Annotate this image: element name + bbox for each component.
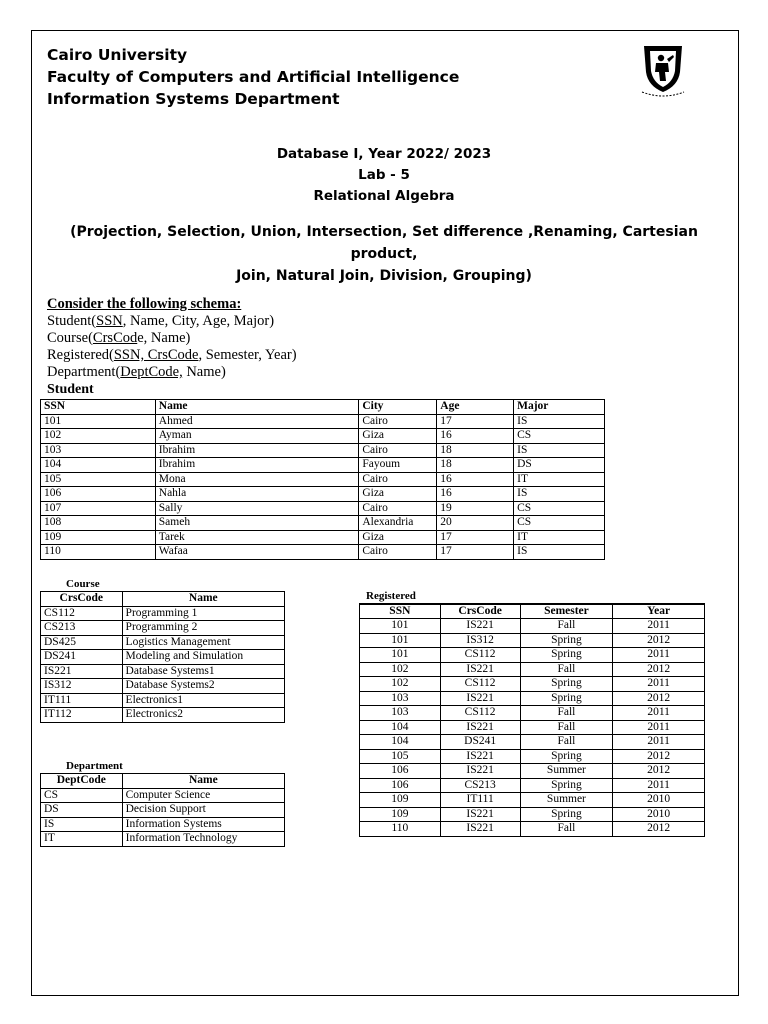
table-cell: 109 [41,530,156,545]
table-cell: IS221 [440,807,520,822]
table-cell: 101 [360,648,441,663]
table-cell: 101 [360,619,441,634]
table-cell: IT111 [41,693,123,708]
table-row [41,429,605,444]
university-name: Cairo University [47,46,188,64]
table-cell: Database Systems2 [122,679,284,694]
table-cell: Cairo [359,443,437,458]
registered-table-caption: Registered [366,590,416,602]
table-cell: 2012 [613,633,705,648]
table-row [41,635,285,650]
table-row [41,414,605,429]
table-cell: Tarek [155,530,359,545]
column-header: Semester [520,604,613,619]
table-cell: IT [514,530,605,545]
table-cell: Information Systems [122,817,284,832]
faculty-name: Faculty of Computers and Artificial Intelligence [47,68,460,86]
table-cell: 16 [437,429,514,444]
table-cell: 2011 [613,619,705,634]
table-cell: Cairo [359,501,437,516]
table-cell: Decision Support [122,803,284,818]
schema-key: CrsCod [92,330,138,346]
schema-text: e, Name) [137,330,191,346]
table-cell: 17 [437,530,514,545]
table-cell: 2011 [613,720,705,735]
table-row [41,472,605,487]
table-cell: IS221 [440,764,520,779]
table-cell: 104 [360,735,441,750]
table-cell: Summer [520,793,613,808]
table-cell: IT111 [440,793,520,808]
table-cell: 101 [360,633,441,648]
table-cell: 17 [437,414,514,429]
table-row [360,749,705,764]
table-cell: IS221 [440,749,520,764]
table-row [360,778,705,793]
table-cell: 2011 [613,778,705,793]
column-header: DeptCode [41,774,123,789]
department-name: Information Systems Department [47,90,340,108]
table-cell: IS312 [440,633,520,648]
table-row [360,677,705,692]
table-cell: 102 [360,662,441,677]
table-row [41,458,605,473]
university-logo-icon [636,42,690,98]
table-cell: Ayman [155,429,359,444]
table-cell: 109 [360,793,441,808]
topics-list [40,221,728,287]
table-row [41,832,285,847]
table-row [41,501,605,516]
column-header: CrsCode [41,592,123,607]
table-cell: Nahla [155,487,359,502]
schema-key: SSN [96,313,123,329]
table-cell: 18 [437,443,514,458]
table-cell: Ibrahim [155,458,359,473]
student-table [40,399,605,560]
schema-text: Registered( [47,347,114,363]
table-row [360,764,705,779]
table-cell: IS221 [440,662,520,677]
table-cell: 101 [41,414,156,429]
table-cell: 2010 [613,807,705,822]
table-cell: 103 [360,706,441,721]
table-row [41,530,605,545]
table-cell: 2012 [613,749,705,764]
table-cell: 102 [360,677,441,692]
table-cell: 16 [437,487,514,502]
table-cell: 104 [41,458,156,473]
table-row [360,662,705,677]
table-row [41,788,285,803]
table-cell: Database Systems1 [122,664,284,679]
table-cell: Fall [520,822,613,837]
table-cell: IS [514,487,605,502]
table-cell: 107 [41,501,156,516]
registered-table [359,603,705,837]
column-header: Major [514,400,605,415]
table-cell: Spring [520,677,613,692]
table-cell: 106 [360,764,441,779]
table-cell: 19 [437,501,514,516]
table-cell: Modeling and Simulation [122,650,284,665]
table-row [360,720,705,735]
table-cell: 2012 [613,764,705,779]
column-header: Age [437,400,514,415]
table-cell: 106 [41,487,156,502]
table-cell: 110 [41,545,156,560]
table-row [41,516,605,531]
table-cell: 20 [437,516,514,531]
table-cell: CS [514,501,605,516]
topics-line-1: (Projection, Selection, Union, Intersection, Set difference ,Renaming, Cartesian product, [70,224,698,262]
schema-section [47,296,297,381]
table-cell: CS [514,516,605,531]
column-header: SSN [41,400,156,415]
table-cell: Fall [520,735,613,750]
table-header-row [360,604,705,619]
table-row [360,619,705,634]
table-cell: 2012 [613,822,705,837]
table-row [41,545,605,560]
schema-department [47,364,297,381]
table-row [360,822,705,837]
topics-line-2: Join, Natural Join, Division, Grouping) [236,268,532,284]
table-cell: 104 [360,720,441,735]
column-header: Name [122,592,284,607]
table-cell: 2011 [613,648,705,663]
table-row [41,487,605,502]
table-cell: IS [514,414,605,429]
course-title: Database I, Year 2022/ 2023 [276,146,492,162]
table-cell: Sally [155,501,359,516]
table-cell: Programming 2 [122,621,284,636]
table-header-row [41,774,285,789]
table-cell: IS221 [440,619,520,634]
table-cell: Computer Science [122,788,284,803]
schema-text: Course( [47,330,93,346]
table-cell: Spring [520,648,613,663]
column-header: Year [613,604,705,619]
schema-registered [47,347,297,364]
column-header: Name [155,400,359,415]
table-cell: Ibrahim [155,443,359,458]
table-cell: 2012 [613,691,705,706]
table-cell: Cairo [359,472,437,487]
table-cell: DS425 [41,635,123,650]
table-cell: 103 [360,691,441,706]
table-cell: IS312 [41,679,123,694]
table-cell: Programming 1 [122,606,284,621]
table-row [41,817,285,832]
table-cell: Spring [520,691,613,706]
schema-text: Name) [182,364,226,380]
table-row [360,807,705,822]
table-cell: 105 [360,749,441,764]
table-cell: Fayoum [359,458,437,473]
table-row [41,679,285,694]
schema-text: Student( [47,313,97,329]
table-cell: IT [41,832,123,847]
table-row [41,708,285,723]
table-row [360,735,705,750]
table-cell: CS112 [41,606,123,621]
table-row [360,633,705,648]
schema-text: , Name, City, Age, Major) [122,313,275,329]
table-cell: 109 [360,807,441,822]
table-cell: Summer [520,764,613,779]
table-cell: Electronics2 [122,708,284,723]
table-cell: Cairo [359,414,437,429]
table-cell: 2011 [613,677,705,692]
table-cell: Sameh [155,516,359,531]
table-cell: Mona [155,472,359,487]
table-cell: IS221 [41,664,123,679]
table-cell: Fall [520,662,613,677]
table-cell: IS221 [440,822,520,837]
table-row [360,648,705,663]
table-cell: Spring [520,778,613,793]
table-cell: Ahmed [155,414,359,429]
document-title [40,144,728,207]
table-cell: Information Technology [122,832,284,847]
table-cell: IS [41,817,123,832]
table-cell: IS221 [440,720,520,735]
table-cell: Wafaa [155,545,359,560]
table-row [41,693,285,708]
table-cell: 2012 [613,662,705,677]
table-cell: IS221 [440,691,520,706]
table-cell: CS112 [440,677,520,692]
table-cell: Electronics1 [122,693,284,708]
table-row [41,803,285,818]
schema-student [47,313,297,330]
table-cell: CS [41,788,123,803]
table-cell: DS [41,803,123,818]
column-header: CrsCode [440,604,520,619]
table-row [360,706,705,721]
schema-key: DeptCode, [120,364,183,380]
table-cell: 102 [41,429,156,444]
table-cell: Alexandria [359,516,437,531]
table-cell: CS112 [440,706,520,721]
table-cell: CS112 [440,648,520,663]
table-cell: IS [514,443,605,458]
table-row [41,664,285,679]
column-header: City [359,400,437,415]
table-cell: Spring [520,807,613,822]
schema-course [47,330,297,347]
table-cell: IS [514,545,605,560]
table-cell: DS241 [440,735,520,750]
table-cell: 103 [41,443,156,458]
table-row [360,793,705,808]
table-cell: Giza [359,530,437,545]
table-cell: Spring [520,749,613,764]
table-cell: 16 [437,472,514,487]
table-cell: DS241 [41,650,123,665]
table-row [360,691,705,706]
schema-text: , Semester, Year) [198,347,297,363]
table-cell: 2011 [613,735,705,750]
column-header: SSN [360,604,441,619]
table-header-row [41,592,285,607]
table-cell: 18 [437,458,514,473]
table-header-row [41,400,605,415]
table-cell: 110 [360,822,441,837]
table-row [41,621,285,636]
lab-topic: Relational Algebra [313,188,455,204]
table-row [41,650,285,665]
schema-text: Department( [47,364,121,380]
table-cell: 106 [360,778,441,793]
course-table [40,591,285,723]
table-row [41,606,285,621]
table-cell: CS [514,429,605,444]
student-table-caption: Student [47,382,94,397]
column-header: Name [122,774,284,789]
course-table-caption: Course [66,578,100,590]
lab-number: Lab - 5 [358,167,410,183]
table-cell: Giza [359,487,437,502]
schema-heading: Consider the following schema: [47,296,242,312]
table-cell: IT [514,472,605,487]
document-header [47,44,459,110]
department-table-caption: Department [66,760,123,772]
table-cell: 108 [41,516,156,531]
department-table [40,773,285,847]
table-cell: Fall [520,720,613,735]
table-cell: 17 [437,545,514,560]
table-cell: 105 [41,472,156,487]
table-cell: CS213 [440,778,520,793]
table-cell: Spring [520,633,613,648]
table-cell: Cairo [359,545,437,560]
table-row [41,443,605,458]
table-cell: CS213 [41,621,123,636]
table-cell: 2011 [613,706,705,721]
table-cell: Giza [359,429,437,444]
table-cell: 2010 [613,793,705,808]
table-cell: DS [514,458,605,473]
table-cell: Fall [520,706,613,721]
schema-key: SSN, CrsCode [113,347,199,363]
table-cell: IT112 [41,708,123,723]
table-cell: Fall [520,619,613,634]
table-cell: Logistics Management [122,635,284,650]
